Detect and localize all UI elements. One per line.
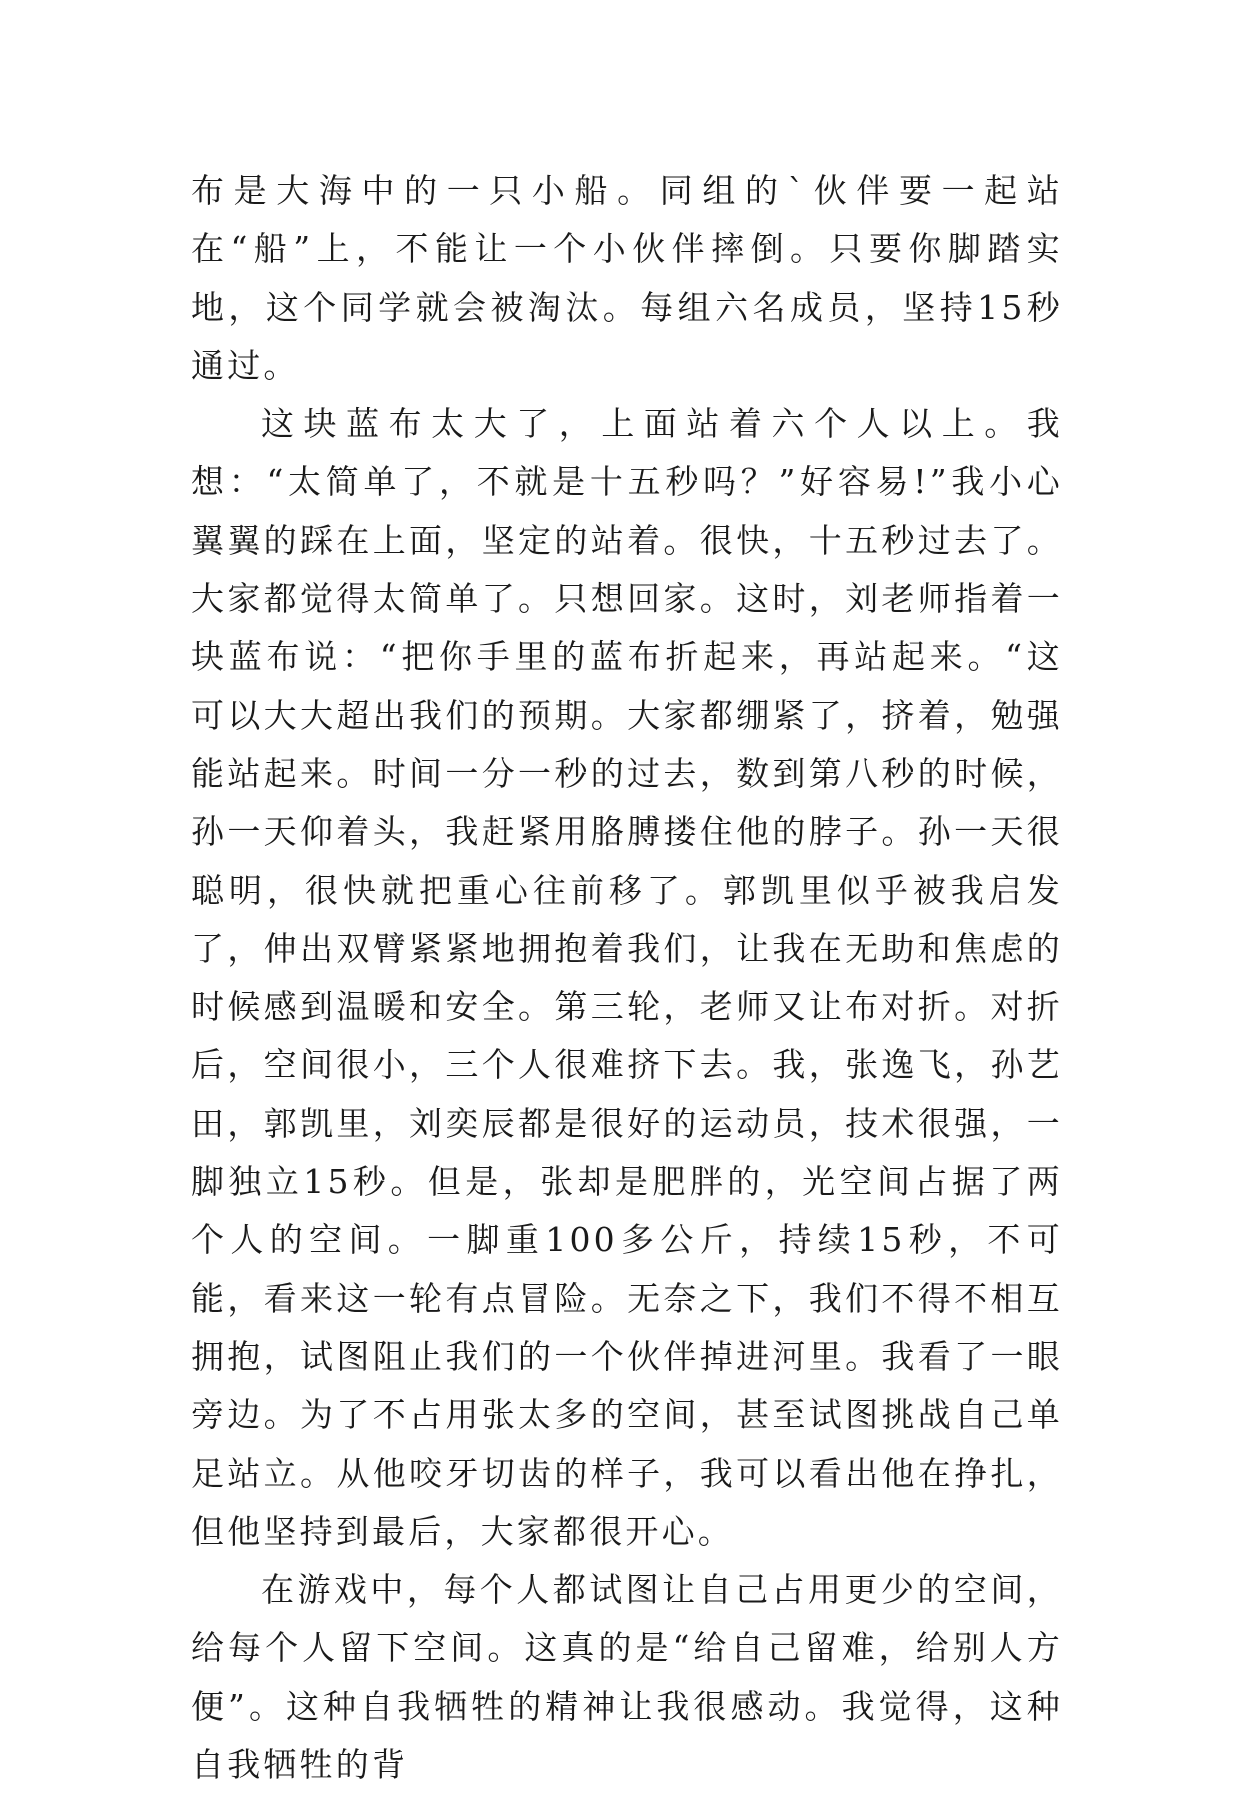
paragraph-1: 布是大海中的一只小船。同组的`伙伴要一起站在“船”上，不能让一个小伙伴摔倒。只要你脚踏实地，这个同学就会被淘汰。每组六名成员，坚持15秒通过。 [191, 171, 1063, 385]
body-text [191, 162, 1063, 1794]
paragraph-2: 这块蓝布太大了，上面站着六个人以上。我想：“太简单了，不就是十五秒吗？”好容易!”我小心翼翼的踩在上面，坚定的站着。很快，十五秒过去了。大家都觉得太简单了。只想回家。这时，刘老师指着一块蓝布说：“把你手里的蓝布折起来，再站起来。“这可以大大超出我们的预期。大家都绷紧了，挤着，勉强能站起来。时间一分一秒的过去，数到第八秒的时候，孙一天仰着头，我赶紧用胳膊搂住他的脖子。孙一天很聪明，很快就把重心往前移了。郭凯里似乎被我启发了，伸出双臂紧紧地拥抱着我们，让我在无助和焦虑的时候感到温暖和安全。第三轮，老师又让布对折。对折后，空间很小，三个人很难挤下去。我，张逸飞，孙艺田，郭凯里，刘奕辰都是很好的运动员，技术很强，一脚独立15秒。但是，张却是肥胖的，光空间占据了两个人的空间。一脚重100多公斤，持续15秒，不可能，看来这一轮有点冒险。无奈之下，我们不得不相互拥抱，试图阻止我们的一个伙伴掉进河里。我看了一眼旁边。为了不占用张太多的空间，甚至试图挑战自己单足站立。从他咬牙切齿的样子，我可以看出他在挣扎，但他坚持到最后，大家都很开心。 [191, 404, 1063, 1551]
paragraph-3: 在游戏中，每个人都试图让自己占用更少的空间，给每个人留下空间。这真的是“给自己留难，给别人方便”。这种自我牺牲的精神让我很感动。我觉得，这种自我牺牲的背 [191, 1570, 1063, 1785]
